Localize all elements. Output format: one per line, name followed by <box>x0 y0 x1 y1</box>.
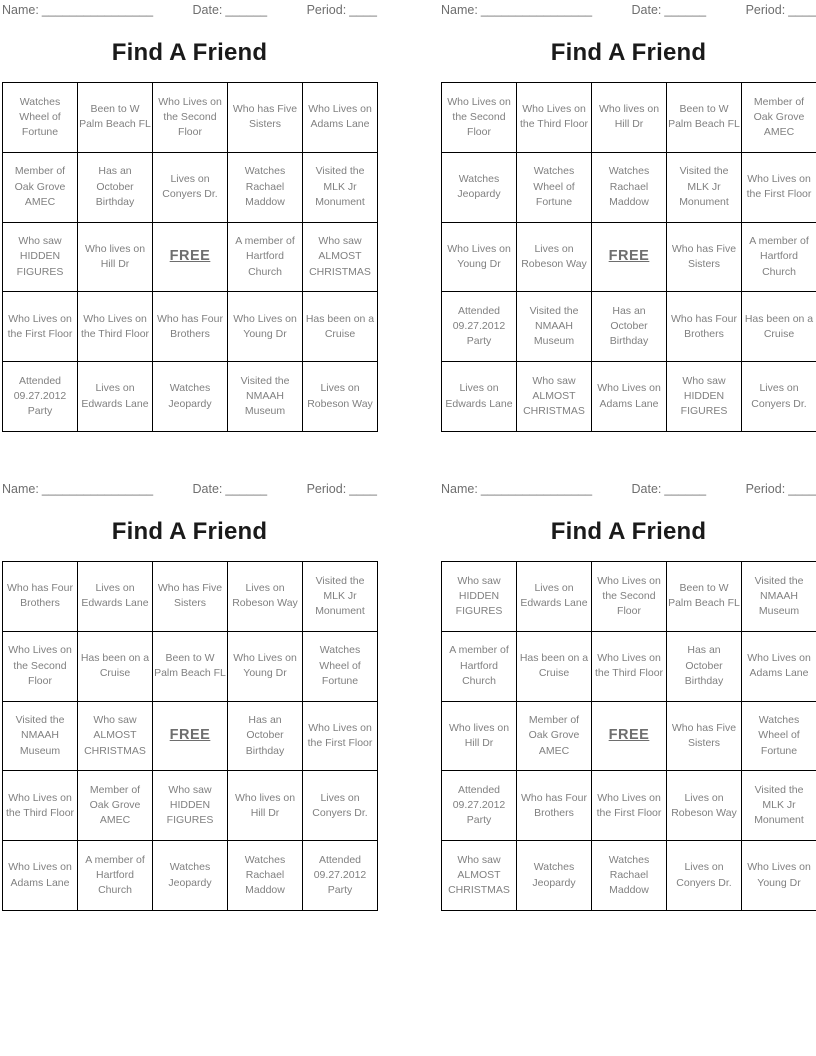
bingo-cell: Who Lives on Adams Lane <box>592 362 667 432</box>
bingo-cell: Has been on a Cruise <box>78 631 153 701</box>
bingo-cell: Has been on a Cruise <box>517 631 592 701</box>
period-blank-line: ____ <box>349 3 377 17</box>
bingo-cell: Watches Rachael Maddow <box>592 152 667 222</box>
bingo-grid <box>2 561 378 911</box>
bingo-cell: Watches Rachael Maddow <box>228 841 303 911</box>
bingo-cell: Who lives on Hill Dr <box>592 83 667 153</box>
bingo-cell: Member of Oak Grove AMEC <box>742 83 816 153</box>
date-field <box>193 3 268 17</box>
bingo-cell: Visited the NMAAH Museum <box>228 362 303 432</box>
bingo-cell: Lives on Edwards Lane <box>78 562 153 632</box>
bingo-cell: Has an October Birthday <box>667 631 742 701</box>
name-blank-line: ________________ <box>480 482 593 496</box>
grid-row <box>442 841 816 911</box>
bingo-cell: Watches Rachael Maddow <box>592 841 667 911</box>
bingo-cell: Who Lives on the First Floor <box>303 701 378 771</box>
grid-row <box>3 362 378 432</box>
worksheet-bottom-right <box>441 482 816 914</box>
bingo-cell: Watches Jeopardy <box>153 362 228 432</box>
name-label: Name: <box>2 482 39 496</box>
bingo-cell: Attended 09.27.2012 Party <box>442 292 517 362</box>
bingo-cell: Who Lives on the Second Floor <box>442 83 517 153</box>
card-title: Find A Friend <box>111 518 268 545</box>
bingo-cell: Who saw ALMOST CHRISTMAS <box>78 701 153 771</box>
bingo-cell: Who lives on Hill Dr <box>78 222 153 292</box>
grid-row <box>3 841 378 911</box>
free-cell: FREE <box>153 701 228 771</box>
bingo-cell: Who Lives on the First Floor <box>3 292 78 362</box>
name-field <box>2 482 153 496</box>
period-blank-line: ____ <box>788 3 816 17</box>
grid-row <box>442 701 816 771</box>
bingo-cell: Who saw HIDDEN FIGURES <box>442 562 517 632</box>
bingo-cell: Who Lives on the Third Floor <box>3 771 78 841</box>
grid-row <box>3 631 378 701</box>
date-blank-line: ______ <box>664 3 707 17</box>
bingo-cell: Who Lives on Young Dr <box>442 222 517 292</box>
bingo-cell: Watches Jeopardy <box>442 152 517 222</box>
card-title: Find A Friend <box>550 39 707 66</box>
bingo-cell: Who has Five Sisters <box>228 83 303 153</box>
bingo-cell: Has an October Birthday <box>228 701 303 771</box>
bingo-cell: Been to W Palm Beach FL <box>153 631 228 701</box>
bingo-cell: Attended 09.27.2012 Party <box>3 362 78 432</box>
bingo-cell: Been to W Palm Beach FL <box>78 83 153 153</box>
date-field <box>632 3 707 17</box>
grid-row <box>442 562 816 632</box>
bingo-grid <box>441 82 816 432</box>
bingo-cell: Who saw ALMOST CHRISTMAS <box>517 362 592 432</box>
bingo-cell: Attended 09.27.2012 Party <box>442 771 517 841</box>
bingo-cell: Who lives on Hill Dr <box>442 701 517 771</box>
bingo-cell: Who saw ALMOST CHRISTMAS <box>303 222 378 292</box>
name-blank-line: ________________ <box>41 482 154 496</box>
period-field <box>307 3 377 17</box>
period-blank-line: ____ <box>788 482 816 496</box>
bingo-cell: Been to W Palm Beach FL <box>667 83 742 153</box>
date-label: Date: <box>192 482 223 496</box>
bingo-cell: Who Lives on the Second Floor <box>3 631 78 701</box>
bingo-cell: A member of Hartford Church <box>228 222 303 292</box>
bingo-cell: Visited the MLK Jr Monument <box>742 771 816 841</box>
bingo-cell: Member of Oak Grove AMEC <box>78 771 153 841</box>
period-label: Period: <box>745 3 786 17</box>
bingo-cell: Who has Four Brothers <box>517 771 592 841</box>
name-label: Name: <box>441 3 478 17</box>
date-blank-line: ______ <box>664 482 707 496</box>
name-label: Name: <box>441 482 478 496</box>
bingo-cell: Watches Wheel of Fortune <box>3 83 78 153</box>
date-label: Date: <box>192 3 223 17</box>
grid-row <box>442 362 816 432</box>
bingo-cell: Lives on Edwards Lane <box>442 362 517 432</box>
bingo-cell: Member of Oak Grove AMEC <box>3 152 78 222</box>
bingo-cell: Lives on Conyers Dr. <box>153 152 228 222</box>
bingo-cell: Visited the MLK Jr Monument <box>667 152 742 222</box>
grid-row <box>3 771 378 841</box>
bingo-cell: Who Lives on the Third Floor <box>78 292 153 362</box>
bingo-cell: Who Lives on Adams Lane <box>3 841 78 911</box>
bingo-cell: Been to W Palm Beach FL <box>667 562 742 632</box>
bingo-cell: Lives on Robeson Way <box>228 562 303 632</box>
bingo-cell: Who Lives on the Second Floor <box>153 83 228 153</box>
bingo-cell: Visited the MLK Jr Monument <box>303 152 378 222</box>
meta-row <box>441 3 816 17</box>
bingo-cell: Who has Five Sisters <box>667 701 742 771</box>
grid-row <box>442 292 816 362</box>
meta-row <box>2 3 377 17</box>
bingo-cell: Watches Rachael Maddow <box>228 152 303 222</box>
bingo-cell: Who Lives on Young Dr <box>228 631 303 701</box>
date-blank-line: ______ <box>225 482 268 496</box>
period-field <box>746 482 816 496</box>
bingo-cell: Attended 09.27.2012 Party <box>303 841 378 911</box>
bingo-cell: Lives on Robeson Way <box>303 362 378 432</box>
bingo-cell: Who has Four Brothers <box>153 292 228 362</box>
bingo-cell: A member of Hartford Church <box>742 222 816 292</box>
bingo-cell: Who Lives on Young Dr <box>742 841 816 911</box>
grid-row <box>3 222 378 292</box>
bingo-cell: Who Lives on the First Floor <box>592 771 667 841</box>
grid-row <box>442 771 816 841</box>
bingo-grid <box>441 561 816 911</box>
name-blank-line: ________________ <box>41 3 154 17</box>
bingo-cell: Watches Wheel of Fortune <box>303 631 378 701</box>
bingo-cell: Lives on Robeson Way <box>517 222 592 292</box>
period-blank-line: ____ <box>349 482 377 496</box>
bingo-cell: Visited the NMAAH Museum <box>3 701 78 771</box>
bingo-grid <box>2 82 378 432</box>
bingo-cell: Who has Five Sisters <box>667 222 742 292</box>
bingo-cell: A member of Hartford Church <box>442 631 517 701</box>
bingo-cell: Who lives on Hill Dr <box>228 771 303 841</box>
bingo-cell: Watches Wheel of Fortune <box>742 701 816 771</box>
bingo-cell: Watches Jeopardy <box>517 841 592 911</box>
period-label: Period: <box>306 3 347 17</box>
date-label: Date: <box>631 3 662 17</box>
date-label: Date: <box>631 482 662 496</box>
bingo-cell: Watches Wheel of Fortune <box>517 152 592 222</box>
bingo-cell: Has been on a Cruise <box>303 292 378 362</box>
grid-row <box>3 83 378 153</box>
period-label: Period: <box>745 482 786 496</box>
period-field <box>307 482 377 496</box>
grid-row <box>442 631 816 701</box>
grid-row <box>3 152 378 222</box>
free-cell: FREE <box>592 222 667 292</box>
bingo-cell: Lives on Conyers Dr. <box>742 362 816 432</box>
period-field <box>746 3 816 17</box>
grid-row <box>442 152 816 222</box>
grid-row <box>3 701 378 771</box>
bingo-cell: Has an October Birthday <box>78 152 153 222</box>
worksheet-bottom-left <box>2 482 377 914</box>
bingo-cell: Who Lives on the Third Floor <box>517 83 592 153</box>
grid-row <box>3 562 378 632</box>
name-field <box>441 3 592 17</box>
bingo-cell: A member of Hartford Church <box>78 841 153 911</box>
bingo-cell: Visited the NMAAH Museum <box>517 292 592 362</box>
grid-row <box>442 83 816 153</box>
bingo-cell: Lives on Conyers Dr. <box>667 841 742 911</box>
name-blank-line: ________________ <box>480 3 593 17</box>
grid-row <box>3 292 378 362</box>
bingo-cell: Who Lives on Young Dr <box>228 292 303 362</box>
card-title: Find A Friend <box>550 518 707 545</box>
name-field <box>2 3 153 17</box>
bingo-cell: Watches Jeopardy <box>153 841 228 911</box>
bingo-cell: Lives on Edwards Lane <box>78 362 153 432</box>
date-field <box>193 482 268 496</box>
bingo-cell: Lives on Edwards Lane <box>517 562 592 632</box>
meta-row <box>441 482 816 496</box>
meta-row <box>2 482 377 496</box>
bingo-cell: Who Lives on Adams Lane <box>742 631 816 701</box>
worksheet-top-right <box>441 3 816 435</box>
name-label: Name: <box>2 3 39 17</box>
bingo-cell: Who saw HIDDEN FIGURES <box>3 222 78 292</box>
bingo-cell: Lives on Conyers Dr. <box>303 771 378 841</box>
bingo-cell: Who Lives on the First Floor <box>742 152 816 222</box>
bingo-cell: Has an October Birthday <box>592 292 667 362</box>
bingo-cell: Visited the MLK Jr Monument <box>303 562 378 632</box>
bingo-cell: Who Lives on the Third Floor <box>592 631 667 701</box>
worksheet-top-left <box>2 3 377 435</box>
bingo-cell: Lives on Robeson Way <box>667 771 742 841</box>
free-cell: FREE <box>592 701 667 771</box>
card-title: Find A Friend <box>111 39 268 66</box>
bingo-cell: Who has Four Brothers <box>667 292 742 362</box>
bingo-cell: Who saw HIDDEN FIGURES <box>153 771 228 841</box>
bingo-cell: Visited the NMAAH Museum <box>742 562 816 632</box>
grid-row <box>442 222 816 292</box>
bingo-cell: Who has Four Brothers <box>3 562 78 632</box>
bingo-cell: Member of Oak Grove AMEC <box>517 701 592 771</box>
date-field <box>632 482 707 496</box>
bingo-cell: Who has Five Sisters <box>153 562 228 632</box>
bingo-cell: Who Lives on Adams Lane <box>303 83 378 153</box>
bingo-cell: Who saw ALMOST CHRISTMAS <box>442 841 517 911</box>
period-label: Period: <box>306 482 347 496</box>
date-blank-line: ______ <box>225 3 268 17</box>
name-field <box>441 482 592 496</box>
bingo-cell: Who saw HIDDEN FIGURES <box>667 362 742 432</box>
free-cell: FREE <box>153 222 228 292</box>
bingo-cell: Has been on a Cruise <box>742 292 816 362</box>
bingo-cell: Who Lives on the Second Floor <box>592 562 667 632</box>
